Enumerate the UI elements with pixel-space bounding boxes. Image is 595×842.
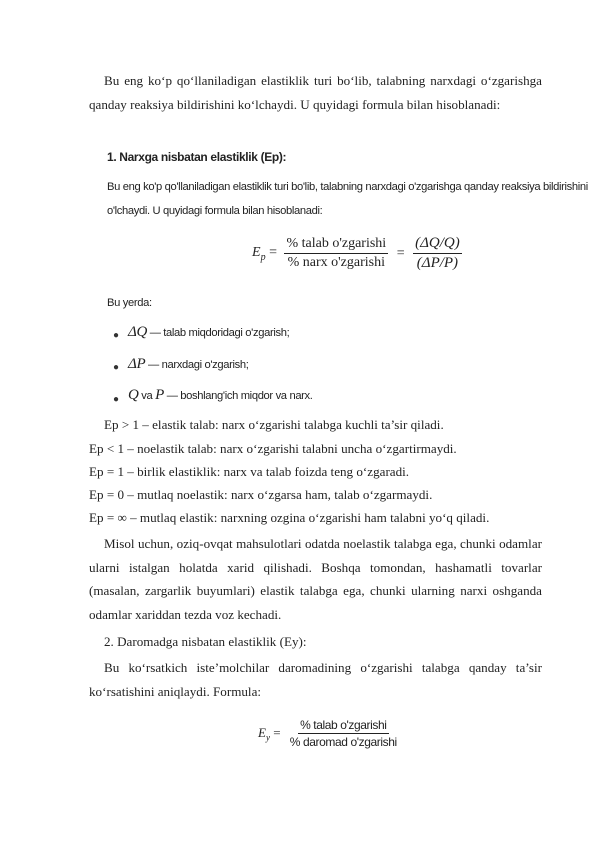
formula2-numerator: % talab o'zgarishi [300, 718, 387, 732]
bullet-text: — narxdagi o'zgarish; [145, 359, 249, 371]
condition-line: Ep = 1 – birlik elastiklik: narx va talab foizda teng o‘zgaradi. [89, 464, 410, 479]
image-desc-line1: Bu eng ko'p qo'llaniladigan elastiklik turi bo'lib, talabning narxdagi o'zgarishga qanday reaksiya bildirishini [107, 181, 588, 193]
formula1-denominator2: (ΔP/P) [416, 255, 459, 271]
bullet-item [128, 324, 289, 341]
bullet-text: — boshlang'ich miqdor va narx. [163, 390, 313, 402]
bullet-mid: va [138, 390, 156, 402]
bu-yerda-label: Bu yerda: [107, 297, 152, 309]
formula1-eq-a: = [269, 244, 277, 260]
image-heading: 1. Narxga nisbatan elastiklik (Ep): [107, 150, 287, 164]
formula1-eq-b: = [396, 245, 405, 261]
bullet-item [128, 387, 313, 404]
bullet-symbol: Q [128, 387, 139, 403]
formula-income-elasticity [258, 718, 399, 749]
formula2-denominator: % daromad o'zgarishi [289, 735, 397, 749]
income-paragraph: Bu ko‘rsatkich iste’molchilar daromadining o‘zgarishi talabga qanday ta’sir ko‘rsatishini aniqlaydi. Formula: [89, 660, 542, 699]
example-paragraph: Misol uchun, oziq-ovqat mahsulotlari odatda noelastik talabga ega, chunki odamlar ularni istalgan holatda xarid qilishadi. Boshqa tomondan, hashamatli tovarlar (masalan, zargarlik buyumlari) elastik talabga ega, chunki ularning narxi oshganda odamlar xariddan tezda voz kechadi. [89, 536, 542, 622]
formula1-denominator: % narx o'zgarishi [287, 255, 386, 270]
image-desc-line2: o'lchaydi. U quyidagi formula bilan hisoblanadi: [107, 205, 323, 217]
condition-line: Ep < 1 – noelastik talab: narx o‘zgarishi talabni uncha o‘zgartirmaydi. [89, 441, 457, 456]
intro-paragraph: Bu eng ko‘p qo‘llaniladigan elastiklik turi bo‘lib, talabning narxdagi o‘zgarishga qanday reaksiya bildirishini ko‘lchaydi. U quyidagi formula bilan hisoblanadi: [89, 73, 542, 112]
formula2-lhs: E [258, 724, 266, 740]
formula2-eq: = [273, 724, 281, 740]
bullet-text: — talab miqdoridagi o'zgarish; [146, 327, 290, 339]
condition-line: Ep = ∞ – mutlaq elastik: narxning ozgina o‘zgarishi ham talabni yo‘q qiladi. [89, 510, 490, 525]
section-heading: 2. Daromadga nisbatan elastiklik (Ey): [104, 634, 307, 649]
condition-line: Ep > 1 – elastik talab: narx o‘zgarishi talabga kuchli ta’sir qiladi. [104, 417, 444, 432]
formula1-numerator: % talab o'zgarishi [284, 236, 388, 254]
formula2-lhs-sub: y [265, 732, 270, 743]
bullet-symbol: ΔP [128, 356, 146, 372]
condition-line: Ep = 0 – mutlaq noelastik: narx o‘zgarsa ham, talab o‘zgarmaydi. [89, 487, 433, 502]
bullet-symbol: ΔQ [128, 324, 147, 340]
formula1-numerator2: (ΔQ/Q) [413, 235, 462, 254]
bullet-dot: ● [113, 330, 120, 341]
formula1-lhs: E [252, 244, 261, 260]
bullet-item [128, 356, 249, 373]
bullet-dot: ● [113, 394, 120, 405]
formula1-lhs-sub: p [260, 251, 266, 263]
bullet-symbol-2: P [155, 387, 164, 403]
formula-price-elasticity [252, 235, 462, 272]
bullet-dot: ● [113, 362, 120, 373]
